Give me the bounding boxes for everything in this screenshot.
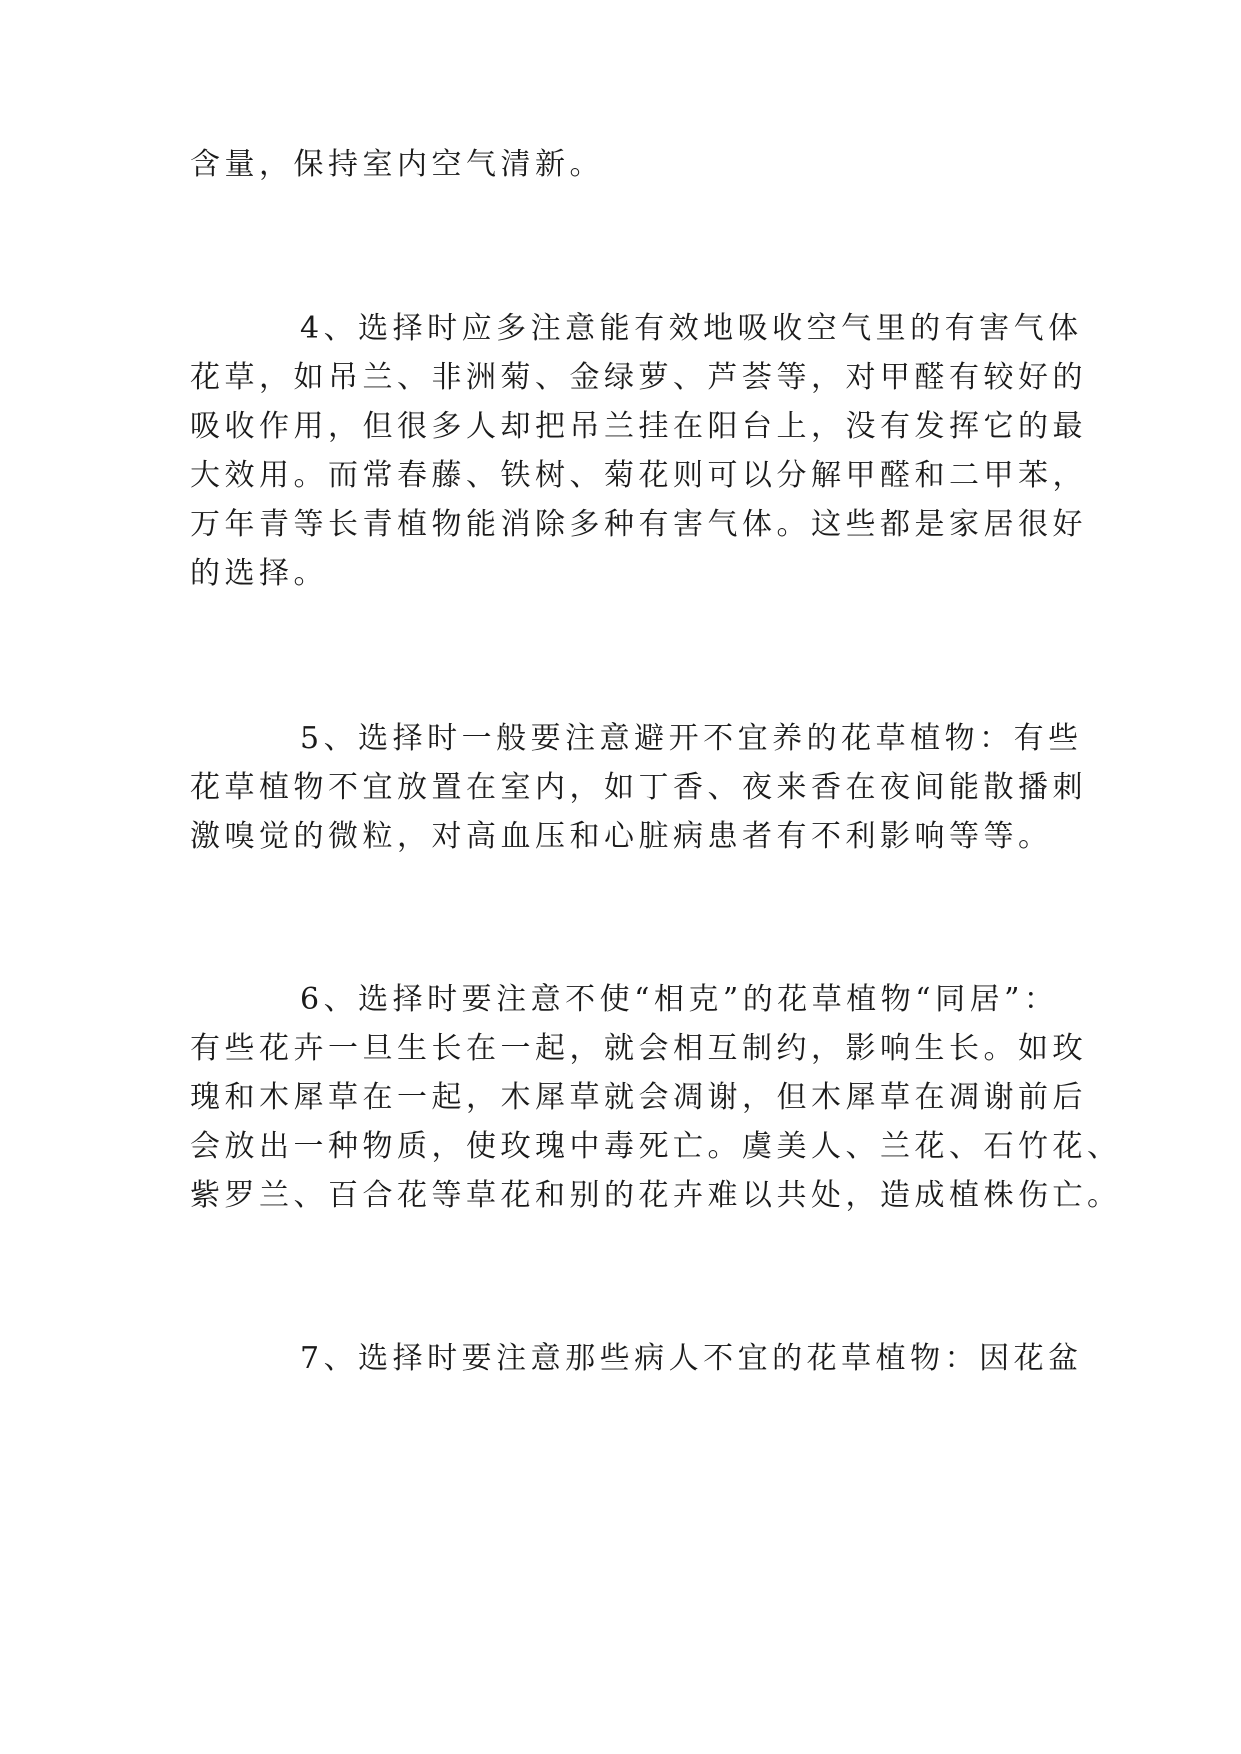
text-line: 的选择。 bbox=[190, 556, 328, 591]
text-line: 吸收作用，但很多人却把吊兰挂在阳台上，没有发挥它的最 bbox=[190, 409, 1087, 444]
text-line: 大效用。而常春藤、铁树、菊花则可以分解甲醛和二甲苯， bbox=[190, 458, 1087, 493]
text-line: 花草，如吊兰、非洲菊、金绿萝、芦荟等，对甲醛有较好的 bbox=[190, 360, 1087, 395]
text-line: 7、选择时要注意那些病人不宜的花草植物：因花盆 bbox=[300, 1341, 1083, 1376]
text-line: 紫罗兰、百合花等草花和别的花卉难以共处，造成植株伤亡。 bbox=[190, 1178, 1122, 1213]
text-line: 激嗅觉的微粒，对高血压和心脏病患者有不利影响等等。 bbox=[190, 819, 1053, 854]
text-line: 4、选择时应多注意能有效地吸收空气里的有害气体 bbox=[300, 311, 1083, 346]
text-line: 有些花卉一旦生长在一起，就会相互制约，影响生长。如玫 bbox=[190, 1031, 1087, 1066]
text-line: 6、选择时要注意不使“相克”的花草植物“同居”： bbox=[300, 982, 1059, 1017]
text-line: 瑰和木犀草在一起，木犀草就会凋谢，但木犀草在凋谢前后 bbox=[190, 1080, 1087, 1115]
text-line: 5、选择时一般要注意避开不宜养的花草植物：有些 bbox=[300, 721, 1083, 756]
text-line: 会放出一种物质，使玫瑰中毒死亡。虞美人、兰花、石竹花、 bbox=[190, 1129, 1122, 1164]
text-line: 万年青等长青植物能消除多种有害气体。这些都是家居很好 bbox=[190, 507, 1087, 542]
text-line: 含量，保持室内空气清新。 bbox=[190, 147, 604, 182]
text-line: 花草植物不宜放置在室内，如丁香、夜来香在夜间能散播刺 bbox=[190, 770, 1087, 805]
